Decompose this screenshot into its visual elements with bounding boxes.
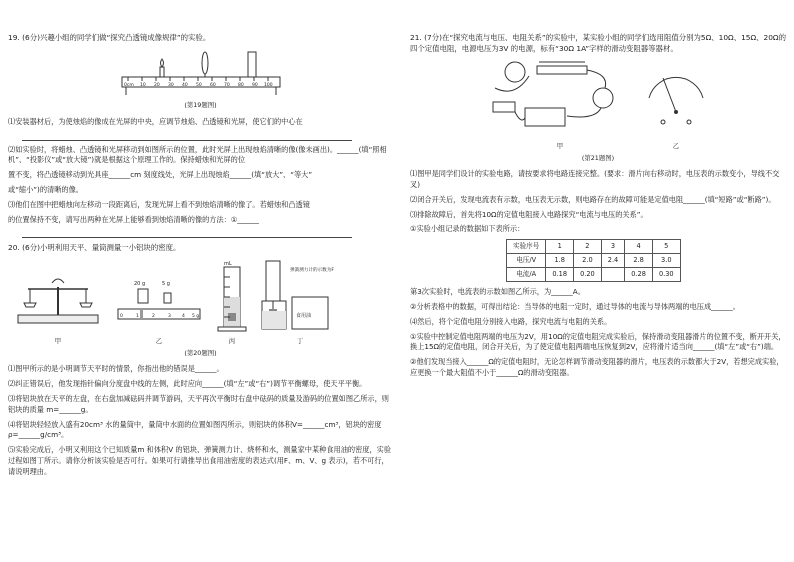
q21-title: 21. (7分)在“探究电流与电压、电阻关系”的实验中，某实验小组的同学们选用阻值分别为5Ω、10Ω、15Ω、20Ω的四个定值电阻，电源电压为3V 的电源，标有“30Ω 1A”字样的滑动变阻器等器材。 — [410, 33, 786, 54]
data-table — [506, 239, 681, 282]
cylinder-unit: mL — [224, 261, 232, 268]
spring-scale-label: 弹簧测力计的示数为F — [290, 268, 334, 274]
q21-figure-caption: (第21题图) — [581, 153, 615, 162]
ruler-label: 70 — [223, 83, 230, 89]
table-header: 1 — [546, 240, 574, 254]
table-cell: 0.28 — [625, 268, 653, 282]
table-cell: 1.8 — [546, 254, 574, 268]
q19-part2b: 置不变，将凸透镜移动到光具座______cm 刻度线处，光屏上出现烛焰______(填“放大”、“等大” — [8, 170, 313, 180]
weight-label-20g: 20 g — [134, 281, 146, 288]
ruler-label: 80 — [237, 83, 244, 89]
scale-tick: 1 — [136, 314, 139, 320]
q20-part2: ⑵纠正错误后，他发现指针偏向分度盘中线的左侧，此时应向______(填“左”或“右”)调节平衡螺母，使天平平衡。 — [8, 379, 367, 389]
q20-part5: ⑸实验完成后，小明又利用这个已知质量m 和体积V 的铝块、弹簧测力计、烧杯和水，测量家中某种食用油的密度，实验过程如图丁所示。请你分析该实验是否可行。如果可行请推导出食用油密度的表达式(用F、m、V、g 表示)，若不可行，请说明理由。 — [8, 445, 392, 476]
table-header: 2 — [574, 240, 602, 254]
table-cell: 3.0 — [652, 254, 680, 268]
table-header: 5 — [652, 240, 680, 254]
table-cell: 0.20 — [574, 268, 602, 282]
table-cell — [601, 268, 625, 282]
ruler-label: 100 — [263, 83, 273, 89]
table-header: 实验序号 — [507, 240, 546, 254]
scale-tick: 4 — [182, 314, 185, 320]
ruler-label: 40 — [181, 83, 188, 89]
cylinder-figure — [210, 257, 254, 346]
label-yi: 乙 — [155, 337, 163, 346]
q19-part3a: ⑶他们在图中把蜡烛向左移动一段距离后，发现光屏上看不到烛焰清晰的像了。若蜡烛和凸透镜 — [8, 199, 310, 209]
q19-part2a: ⑵如实验时，将蜡烛、凸透镜和光屏移动到如图所示的位置，此时光屏上出现烛焰清晰的像(像未画出)。______(填“照相机”、“投影仪”或“放大镜”)就是根据这个原理工作的。保持蜡烛和光屏的位 — [8, 144, 387, 165]
label-jia: 甲 — [556, 142, 564, 151]
table-header: 4 — [625, 240, 653, 254]
q19-figure-caption: (第19题图) — [184, 101, 217, 110]
weight-label-5g: 5 g — [162, 281, 170, 288]
q21-part7: ⑷然后，将个定值电阻分别接入电路，探究电流与电阻的关系。 — [410, 316, 612, 326]
q20-part3: ⑶将铝块放在天平的左盘，在右盘加减砝码并调节游码，天平再次平衡时右盘中砝码的质量及游码的位置如图乙所示，则铝块的质量 m=______g。 — [8, 394, 389, 414]
q21-part8: ①实验中控制定值电阻两端的电压为2V，用10Ω的定值电阻完成实验后，保持滑动变阻器滑片的位置不变，断开开关，换上15Ω的定值电阻，闭合开关后，为了使定值电阻两端电压恢复到2V，应将滑片适当向______(填“左”或“右”)端。 — [410, 331, 786, 352]
table-cell: 0.30 — [652, 268, 680, 282]
ruler-label: 30 — [167, 83, 174, 89]
ruler-label: 90 — [251, 83, 258, 89]
q20-title: 20. (6分)小明利用天平、量筒测量一小铝块的密度。 — [8, 243, 181, 253]
scale-tick: 5 g — [192, 314, 200, 320]
q20-figure-caption: (第20题图) — [184, 348, 217, 357]
q19-part3b: 的位置保持不变，请写出两种在光屏上能够看到烛焰清晰的像的方法：①______ — [8, 214, 259, 224]
right-column — [410, 32, 786, 383]
ruler-label: 60 — [209, 83, 216, 89]
label-ding: 丁 — [296, 337, 304, 346]
spring-scale-figure — [260, 257, 340, 346]
oil-label: 食用油 — [296, 313, 312, 320]
table-cell: 电流/A — [507, 268, 546, 282]
table-cell: 电压/V — [507, 254, 546, 268]
ruler-label: 20 — [153, 83, 160, 89]
ammeter-figure — [641, 58, 711, 151]
table-cell: 2.0 — [574, 254, 602, 268]
label-yi: 乙 — [672, 142, 680, 151]
ruler-label: 0cm — [123, 83, 134, 89]
table-cell: 0.18 — [546, 268, 574, 282]
q19-title: 19. (6分)兴趣小组的同学们做“探究凸透镜成像规律”的实验。 — [8, 33, 211, 42]
circuit-figure — [485, 58, 635, 151]
scale-tick: 2 — [152, 314, 155, 320]
q21-part3: ⑶排除故障后，首先将10Ω的定值电阻接入电路探究“电流与电压的关系”。 — [410, 209, 648, 219]
table-cell: 2.4 — [601, 254, 625, 268]
q21-part6: ②分析表格中的数据，可得出结论：当导体的电阻一定时，通过导体的电流与导体两端的电压成______。 — [410, 302, 740, 312]
q21-part4: ①实验小组记录的数据如下表所示： — [410, 224, 525, 234]
table-cell: 2.8 — [625, 254, 653, 268]
scale-tick: 0 — [120, 314, 123, 320]
q19-part1: ⑴安装器材后，为使烛焰的像成在光屏的中央，应调节烛焰、凸透镜和光屏，使它们的中心在 — [8, 116, 303, 126]
answer-line — [22, 132, 352, 141]
weights-scale-figure — [114, 273, 204, 346]
table-row — [507, 268, 681, 282]
q19-part2c: 或“缩小”)的清晰的像。 — [8, 184, 83, 194]
label-jia: 甲 — [54, 337, 62, 346]
q21-part5: 第3次实验时，电流表的示数如图乙所示，为______A。 — [410, 287, 585, 297]
q20-figure-row — [8, 257, 393, 346]
table-row — [507, 240, 681, 254]
convex-lens — [202, 52, 208, 77]
q21-part9: ②他们发现当接入______Ω的定值电阻时，无论怎样调节滑动变阻器的滑片，电压表的示数都大于2V，若想完成实验，应更换一个最大阻值不小于______Ω的滑动变阻器。 — [410, 357, 784, 377]
answer-line — [22, 229, 352, 238]
q21-part1: ⑴图甲是同学们设计的实验电路，请按要求将电路连接完整。(要求：滑片向右移动时，电压表的示数变小，导线不交叉) — [410, 169, 780, 190]
balance-figure — [8, 273, 108, 346]
q20-part1: ⑴图甲所示的是小明调节天平时的情景，你指出他的错误是______。 — [8, 364, 224, 374]
q21-part2: ⑵闭合开关后，发现电流表有示数，电压表无示数，则电路存在的故障可能是定值电阻______(填“短路”或“断路”)。 — [410, 194, 776, 204]
ruler-label: 10 — [139, 83, 146, 89]
left-column — [8, 32, 393, 482]
q21-figure-row — [410, 58, 786, 151]
ruler-label: 50 — [195, 83, 202, 89]
q20-part4: ⑷将铝块轻轻放入盛有20cm³ 水的量筒中，量筒中水面的位置如图丙所示，则铝块的体积V=______cm³，铝块的密度 ρ=______g/cm³。 — [8, 419, 382, 440]
table-header: 3 — [601, 240, 625, 254]
label-bing: 丙 — [228, 337, 236, 346]
light-screen — [248, 52, 256, 77]
candle — [160, 59, 164, 77]
optical-bench-figure — [116, 47, 286, 99]
table-row — [507, 254, 681, 268]
scale-tick: 3 — [168, 314, 171, 320]
